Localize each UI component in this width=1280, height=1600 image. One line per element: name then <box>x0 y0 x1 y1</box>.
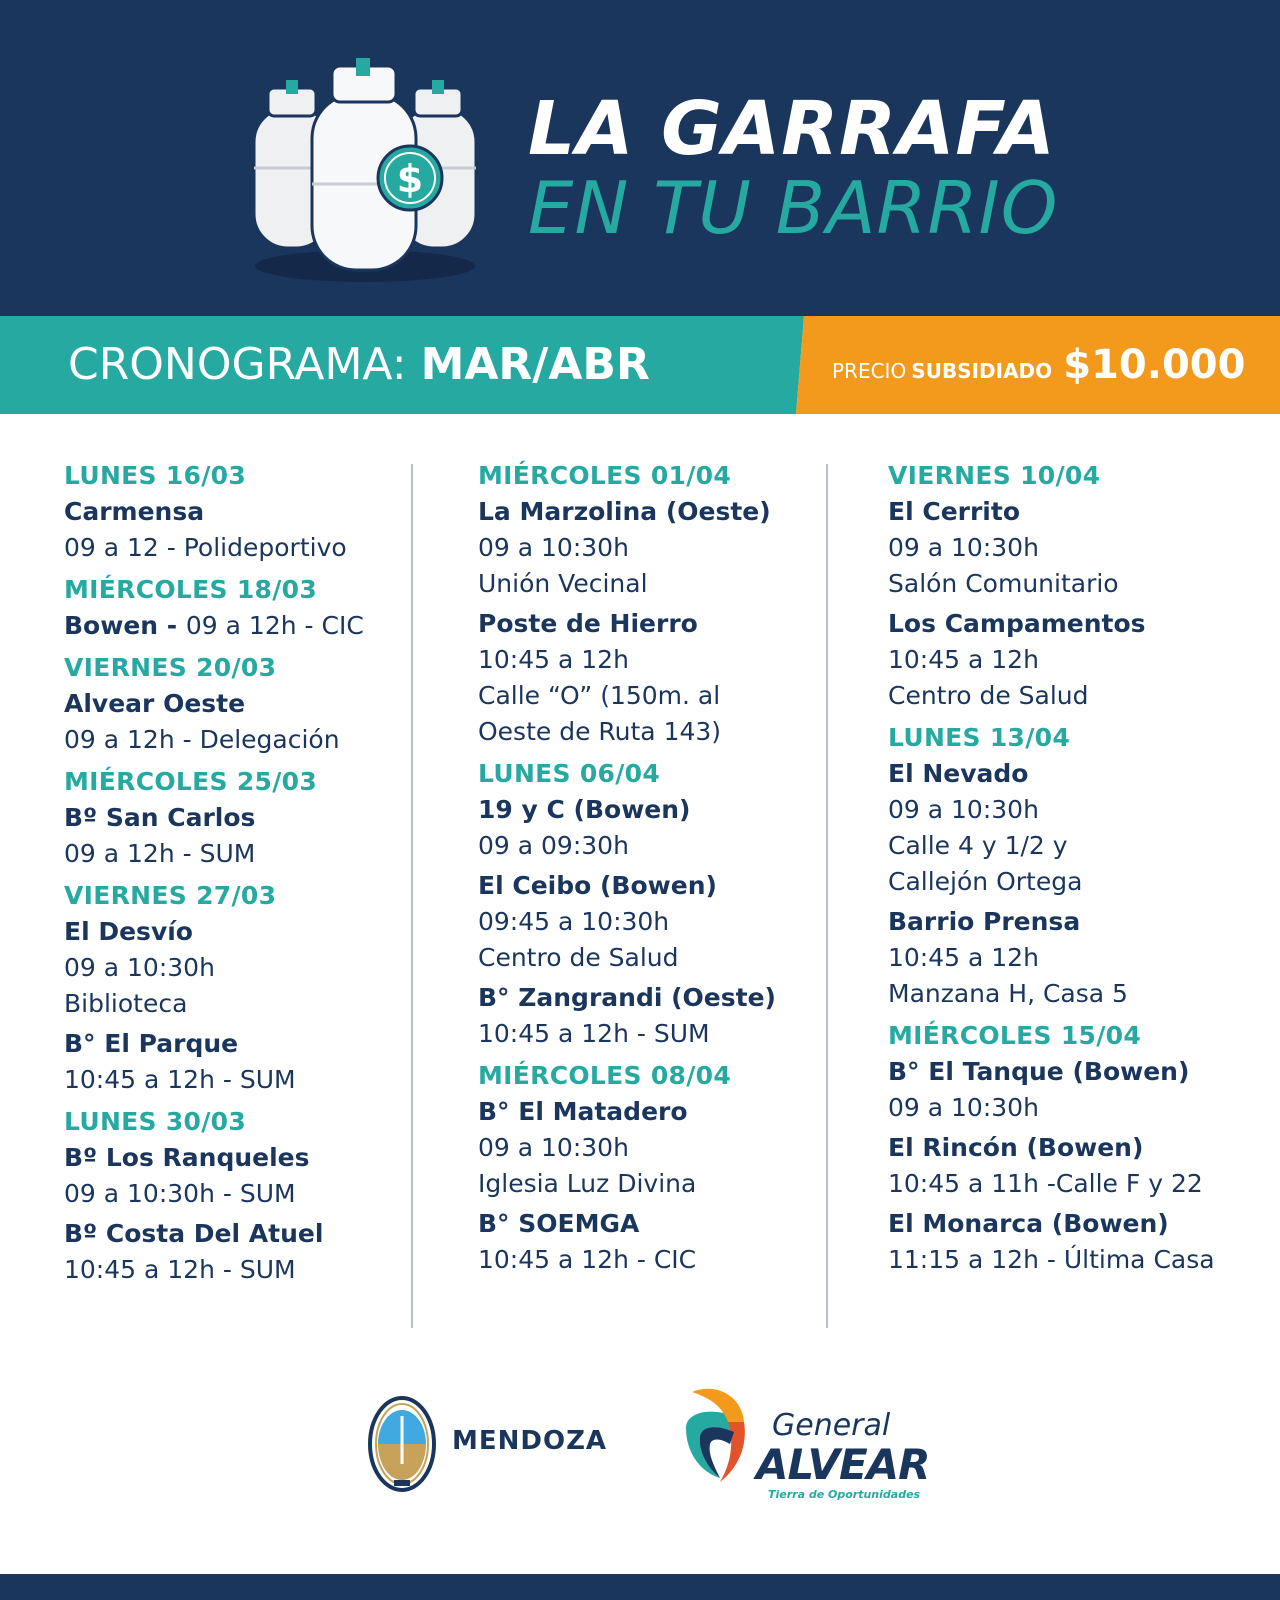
place-label: Poste de Hierro <box>478 609 698 638</box>
schedule-detail: Centro de Salud <box>888 681 1089 710</box>
place-label: B° El Matadero <box>478 1097 688 1126</box>
schedule-entry <box>888 904 1248 1012</box>
place-name <box>888 1206 1248 1242</box>
schedule-entry <box>64 1216 424 1288</box>
place-label: El Nevado <box>888 759 1029 788</box>
schedule-entry <box>64 608 424 644</box>
schedule-entry <box>64 1026 424 1098</box>
day-heading: VIERNES 10/04 <box>888 461 1101 490</box>
schedule-entry <box>478 792 838 864</box>
place-label: B° Zangrandi (Oeste) <box>478 983 776 1012</box>
schedule-day <box>64 764 424 872</box>
place-name <box>888 606 1248 642</box>
schedule-detail: 09 a 10:30h - SUM <box>64 1179 296 1208</box>
place-label: Alvear Oeste <box>64 689 246 718</box>
schedule-entry <box>478 980 838 1052</box>
place-name <box>888 1130 1248 1166</box>
schedule-detail: 09 a 10:30h <box>478 533 629 562</box>
place-name <box>478 980 838 1016</box>
schedule-detail: Centro de Salud <box>478 943 679 972</box>
dollar-symbol: $ <box>396 157 424 201</box>
place-name <box>64 1216 424 1252</box>
schedule-detail: 09 a 12 - Polideportivo <box>64 533 347 562</box>
schedule-day <box>888 1018 1248 1278</box>
schedule-entry <box>888 606 1248 714</box>
place-label: Bº Costa Del Atuel <box>64 1219 324 1248</box>
schedule-day <box>64 650 424 758</box>
place-detail: 09 a 12h - CIC <box>185 611 364 640</box>
day-heading: MIÉRCOLES 25/03 <box>64 767 318 796</box>
schedule-detail: Calle “O” (150m. al <box>478 681 721 710</box>
place-name <box>478 792 838 828</box>
schedule-detail: Calle 4 y 1/2 y <box>888 831 1068 860</box>
logo-alvear-text: ALVEAR <box>756 1440 930 1489</box>
place-label: Bowen - <box>64 611 178 640</box>
schedule-entry <box>888 1054 1248 1126</box>
place-label: Bº San Carlos <box>64 803 256 832</box>
place-label: El Desvío <box>64 917 193 946</box>
place-label: La Marzolina (Oeste) <box>478 497 771 526</box>
schedule-entry <box>888 756 1248 900</box>
schedule-detail: 09:45 a 10:30h <box>478 907 670 936</box>
schedule-column-3 <box>888 458 1248 1284</box>
schedule-entry <box>64 800 424 872</box>
place-name <box>888 494 1248 530</box>
price-value: $10.000 <box>1063 342 1246 388</box>
schedule-detail: 10:45 a 11h -Calle F y 22 <box>888 1169 1203 1198</box>
schedule-detail: Callejón Ortega <box>888 867 1083 896</box>
place-label: B° SOEMGA <box>478 1209 640 1238</box>
schedule-day <box>888 720 1248 1012</box>
schedule-detail: 10:45 a 12h <box>888 645 1039 674</box>
page-title <box>528 86 1059 250</box>
schedule-entry <box>64 914 424 1022</box>
schedule-entry <box>478 1206 838 1278</box>
day-heading: VIERNES 27/03 <box>64 881 277 910</box>
place-name <box>888 904 1248 940</box>
place-name <box>64 686 424 722</box>
place-name <box>478 1094 838 1130</box>
schedule-day <box>478 756 838 1052</box>
place-name <box>478 494 838 530</box>
schedule-entry <box>888 494 1248 602</box>
schedule-detail: 09 a 09:30h <box>478 831 629 860</box>
place-label: B° El Tanque (Bowen) <box>888 1057 1190 1086</box>
place-name <box>64 1140 424 1176</box>
schedule-detail: 09 a 10:30h <box>888 533 1039 562</box>
schedule-detail: 10:45 a 12h - CIC <box>478 1245 697 1274</box>
price-label-bold: SUBSIDIADO <box>911 359 1053 383</box>
schedule-detail: Manzana H, Casa 5 <box>888 979 1128 1008</box>
place-label: 19 y C (Bowen) <box>478 795 691 824</box>
place-name <box>64 1026 424 1062</box>
schedule-entry <box>888 1206 1248 1278</box>
place-label: El Cerrito <box>888 497 1021 526</box>
schedule-entry <box>478 606 838 750</box>
day-heading: MIÉRCOLES 18/03 <box>64 575 318 604</box>
cronograma-period: MAR/ABR <box>420 339 650 390</box>
schedule-detail: 09 a 10:30h <box>888 1093 1039 1122</box>
place-label: Los Campamentos <box>888 609 1146 638</box>
schedule-detail: 09 a 10:30h <box>64 953 215 982</box>
place-name <box>64 608 424 644</box>
schedule-detail: Biblioteca <box>64 989 188 1018</box>
day-heading: MIÉRCOLES 01/04 <box>478 461 732 490</box>
schedule-day <box>64 572 424 644</box>
place-name <box>64 914 424 950</box>
place-label: El Ceibo (Bowen) <box>478 871 717 900</box>
place-name <box>64 800 424 836</box>
schedule-day <box>64 1104 424 1288</box>
schedule-column-1 <box>64 458 424 1294</box>
title-line-1: LA GARRAFA <box>528 86 1056 172</box>
footer-bar <box>0 1574 1280 1600</box>
place-name <box>478 606 838 642</box>
title-line-2: EN TU BARRIO <box>528 166 1059 250</box>
schedule-detail: 09 a 12h - SUM <box>64 839 256 868</box>
place-name <box>478 868 838 904</box>
schedule-detail: Salón Comunitario <box>888 569 1119 598</box>
day-heading: LUNES 16/03 <box>64 461 247 490</box>
schedule-entry <box>888 1130 1248 1202</box>
general-alvear-logo-icon <box>672 1382 764 1494</box>
place-label: El Monarca (Bowen) <box>888 1209 1169 1238</box>
place-name <box>478 1206 838 1242</box>
schedule-detail: Iglesia Luz Divina <box>478 1169 697 1198</box>
logo-tagline: Tierra de Oportunidades <box>768 1488 921 1501</box>
cronograma-title <box>68 340 650 390</box>
day-heading: MIÉRCOLES 15/04 <box>888 1021 1142 1050</box>
schedule-detail: Oeste de Ruta 143) <box>478 717 722 746</box>
schedule-detail: 09 a 10:30h <box>888 795 1039 824</box>
schedule-day <box>64 458 424 566</box>
mendoza-shield-icon <box>366 1392 438 1496</box>
day-heading: LUNES 13/04 <box>888 723 1071 752</box>
schedule-detail: 10:45 a 12h <box>478 645 629 674</box>
schedule-entry <box>64 1140 424 1212</box>
logo-general-text: General <box>772 1408 891 1443</box>
place-name <box>64 494 424 530</box>
schedule-entry <box>64 686 424 758</box>
schedule-detail: 10:45 a 12h - SUM <box>478 1019 710 1048</box>
schedule-day <box>64 878 424 1098</box>
day-heading: VIERNES 20/03 <box>64 653 277 682</box>
schedule-detail: 10:45 a 12h <box>888 943 1039 972</box>
schedule-day <box>888 458 1248 714</box>
place-name <box>888 756 1248 792</box>
place-label: Carmensa <box>64 497 205 526</box>
schedule-entry <box>478 494 838 602</box>
gas-cylinders-icon <box>240 58 490 288</box>
day-heading: LUNES 06/04 <box>478 759 661 788</box>
schedule-detail: 10:45 a 12h - SUM <box>64 1255 296 1284</box>
schedule-entry <box>478 1094 838 1202</box>
day-heading: LUNES 30/03 <box>64 1107 247 1136</box>
place-label: B° El Parque <box>64 1029 239 1058</box>
place-label: Bº Los Ranqueles <box>64 1143 310 1172</box>
mendoza-logo-text: MENDOZA <box>452 1426 608 1456</box>
schedule-detail: 11:15 a 12h - Última Casa <box>888 1245 1215 1274</box>
price-label: PRECIO <box>832 359 907 383</box>
place-label: Barrio Prensa <box>888 907 1081 936</box>
place-name <box>888 1054 1248 1090</box>
schedule-detail: Unión Vecinal <box>478 569 648 598</box>
schedule-entry <box>478 868 838 976</box>
schedule-entry <box>64 494 424 566</box>
schedule-detail: 09 a 10:30h <box>478 1133 629 1162</box>
place-label: El Rincón (Bowen) <box>888 1133 1144 1162</box>
schedule-day <box>478 458 838 750</box>
day-heading: MIÉRCOLES 08/04 <box>478 1061 732 1090</box>
schedule-day <box>478 1058 838 1278</box>
schedule-column-2 <box>478 458 838 1284</box>
schedule-detail: 09 a 12h - Delegación <box>64 725 340 754</box>
cronograma-label: CRONOGRAMA: <box>68 339 407 390</box>
price-info <box>832 340 1245 398</box>
schedule-detail: 10:45 a 12h - SUM <box>64 1065 296 1094</box>
